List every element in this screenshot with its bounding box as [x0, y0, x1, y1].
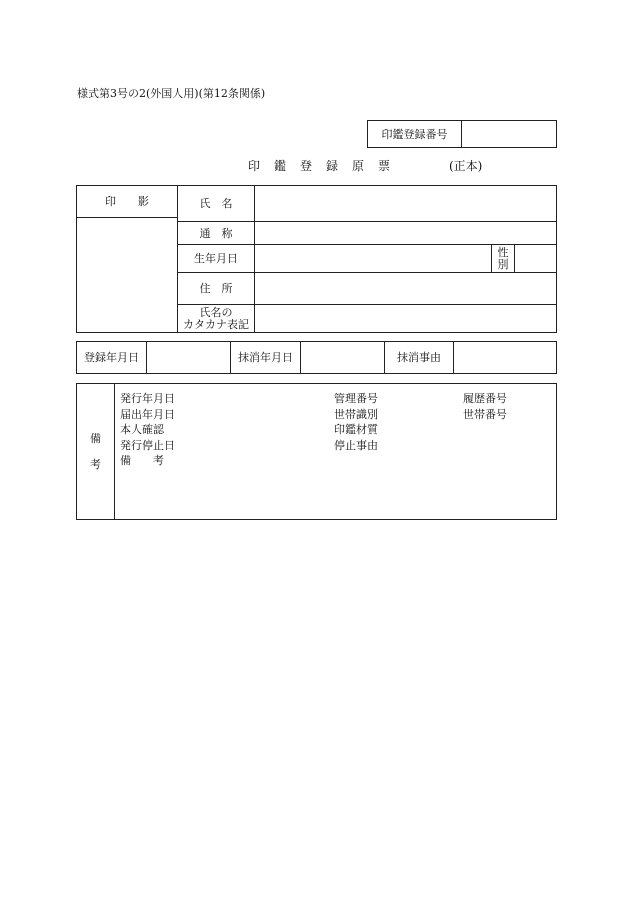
copy-type: (正本) — [449, 159, 483, 173]
remarks-side-label-line-1: 備 — [90, 431, 101, 445]
registration-number-label: 印鑑登録番号 — [381, 127, 448, 141]
remarks-item: 停止事由 — [334, 438, 378, 452]
alias-label: 通 称 — [199, 226, 233, 240]
katakana-label-line-1: 氏名の — [199, 305, 233, 319]
registration-table — [76, 185, 557, 333]
katakana-label — [178, 305, 254, 332]
remarks-item: 本人確認 — [120, 423, 164, 437]
seal-label: 印 影 — [105, 195, 149, 208]
cancelled-date-field[interactable] — [301, 342, 384, 373]
katakana-field[interactable] — [255, 305, 556, 332]
registration-number-box — [367, 120, 557, 148]
cancel-reason-label: 抹消事由 — [397, 351, 441, 364]
remarks-item: 発行停止日 — [120, 438, 175, 452]
sex-label-line-1: 性 — [497, 245, 509, 259]
remarks-item: 管理番号 — [334, 392, 378, 405]
remarks-table — [76, 383, 557, 520]
remarks-item: 備 考 — [120, 454, 164, 468]
address-label: 住 所 — [199, 282, 233, 295]
registration-number-field[interactable] — [462, 121, 556, 147]
address-field[interactable] — [255, 273, 556, 304]
remarks-item: 世帯番号 — [463, 407, 507, 421]
cancel-reason-field[interactable] — [454, 342, 556, 373]
alias-field[interactable] — [255, 222, 556, 244]
divider — [114, 384, 115, 519]
dates-table — [76, 341, 557, 374]
remarks-side-label-line-2: 考 — [90, 457, 101, 471]
birthdate-label: 生年月日 — [194, 252, 238, 265]
remarks-item: 発行年月日 — [120, 392, 175, 405]
cancelled-date-label: 抹消年月日 — [238, 351, 293, 364]
remarks-item: 世帯識別 — [334, 407, 378, 421]
remarks-side-label — [77, 384, 114, 519]
sex-label — [492, 245, 514, 272]
remarks-column-3 — [463, 391, 507, 422]
seal-impression-area[interactable] — [78, 218, 176, 331]
sex-field[interactable] — [515, 245, 556, 272]
birthdate-field[interactable] — [255, 245, 491, 272]
registered-date-field[interactable] — [147, 342, 230, 373]
remarks-item: 履歴番号 — [463, 392, 507, 405]
form-id: 様式第3号の2(外国人用)(第12条関係) — [77, 87, 266, 100]
name-label: 氏 名 — [199, 197, 233, 210]
remarks-item: 届出年月日 — [120, 407, 175, 421]
remarks-column-2 — [334, 391, 378, 453]
sex-label-line-2: 別 — [497, 257, 509, 271]
page-title: 印 鑑 登 録 原 票 — [248, 159, 392, 173]
remarks-column-1 — [120, 391, 175, 469]
katakana-label-line-2: カタカナ表記 — [183, 317, 249, 331]
registered-date-label: 登録年月日 — [84, 351, 139, 364]
name-field[interactable] — [255, 186, 556, 221]
remarks-item: 印鑑材質 — [334, 423, 378, 437]
